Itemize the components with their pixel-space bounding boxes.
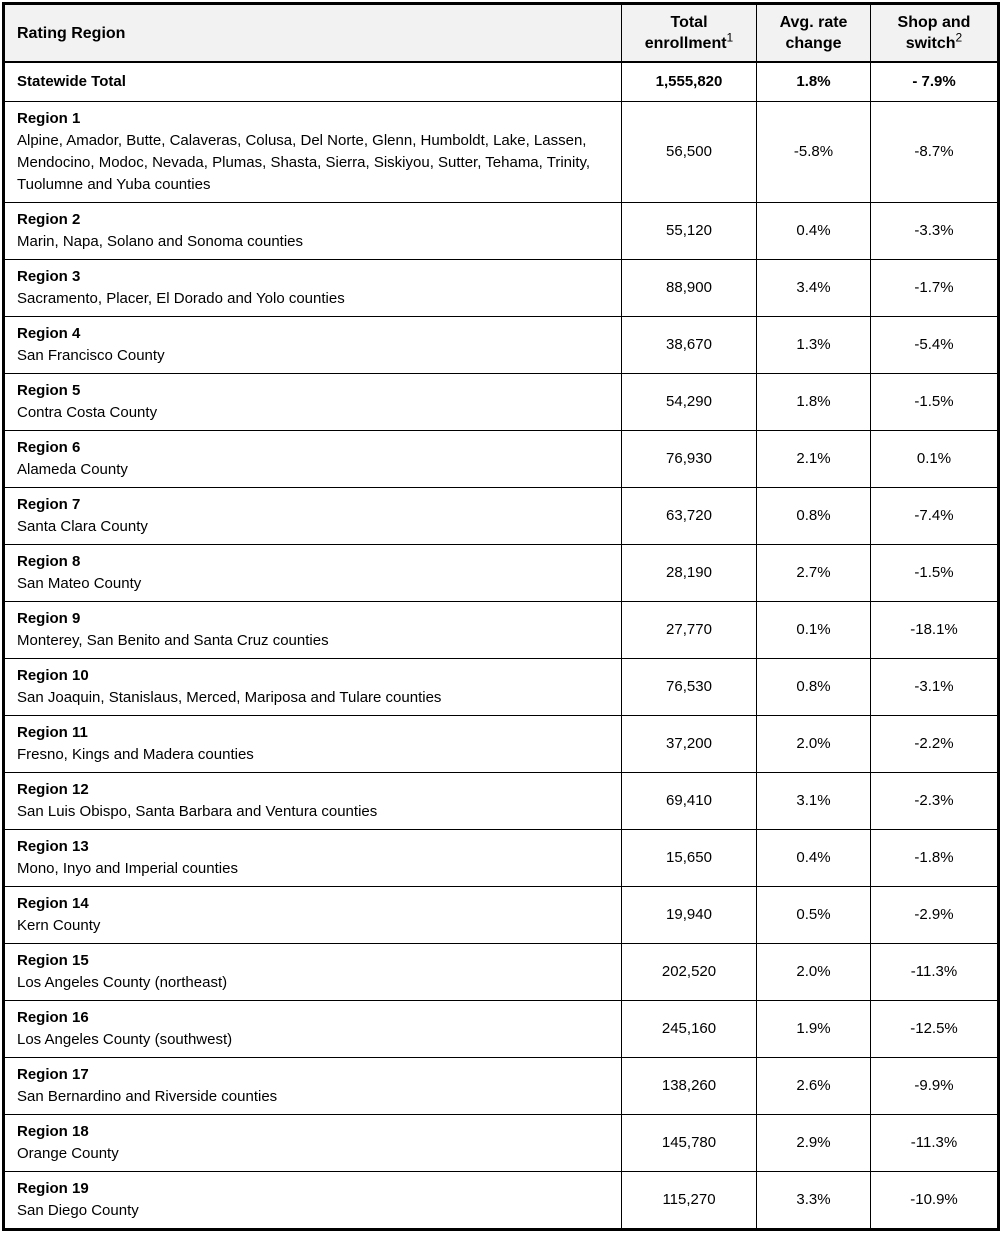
region-cell bbox=[4, 944, 622, 1001]
rate-change-value: 1.8% bbox=[757, 62, 871, 102]
enrollment-value: 115,270 bbox=[622, 1172, 757, 1230]
region-counties: San Luis Obispo, Santa Barbara and Ventura counties bbox=[17, 803, 378, 820]
table-row bbox=[4, 716, 999, 773]
rate-change-value: 1.9% bbox=[757, 1001, 871, 1058]
enrollment-value: 202,520 bbox=[622, 944, 757, 1001]
rate-change-value: 0.8% bbox=[757, 488, 871, 545]
region-name: Region 9 bbox=[17, 610, 81, 627]
table-row bbox=[4, 317, 999, 374]
region-counties: Alameda County bbox=[17, 461, 128, 478]
shop-switch-value: -3.3% bbox=[871, 203, 999, 260]
enrollment-value: 63,720 bbox=[622, 488, 757, 545]
shop-switch-value: -2.3% bbox=[871, 773, 999, 830]
region-name: Region 11 bbox=[17, 724, 88, 741]
col-header-shop-and-switch-label: Shop and switch bbox=[897, 14, 971, 52]
shop-switch-value: -1.5% bbox=[871, 374, 999, 431]
region-counties: San Joaquin, Stanislaus, Merced, Mariposa and Tulare counties bbox=[17, 689, 442, 706]
region-counties: Fresno, Kings and Madera counties bbox=[17, 746, 254, 763]
region-counties: San Mateo County bbox=[17, 575, 142, 592]
region-counties: Alpine, Amador, Butte, Calaveras, Colusa, Del Norte, Glenn, Humboldt, Lake, Lassen, Mendocino, Modoc, Nevada, Plumas, Shasta, Sierra, Siskiyou, Sutter, Tehama, Trinity, Tuolumne and Yuba counties bbox=[17, 132, 591, 193]
col-header-rating-region-label: Rating Region bbox=[17, 24, 126, 42]
enrollment-value: 37,200 bbox=[622, 716, 757, 773]
region-name: Region 18 bbox=[17, 1123, 89, 1140]
enrollment-value: 28,190 bbox=[622, 545, 757, 602]
shop-switch-value: 0.1% bbox=[871, 431, 999, 488]
table-row bbox=[4, 830, 999, 887]
region-cell bbox=[4, 602, 622, 659]
shop-switch-value: -9.9% bbox=[871, 1058, 999, 1115]
region-name: Region 8 bbox=[17, 553, 81, 570]
col-header-shop-and-switch-footnote: 2 bbox=[955, 30, 963, 45]
rate-change-value: 2.9% bbox=[757, 1115, 871, 1172]
shop-switch-value: -11.3% bbox=[871, 1115, 999, 1172]
region-name: Region 3 bbox=[17, 268, 81, 285]
region-name: Region 16 bbox=[17, 1009, 89, 1026]
col-header-avg-rate-change bbox=[757, 4, 871, 63]
table-row bbox=[4, 488, 999, 545]
rate-change-value: 0.5% bbox=[757, 887, 871, 944]
enrollment-value: 138,260 bbox=[622, 1058, 757, 1115]
enrollment-value: 145,780 bbox=[622, 1115, 757, 1172]
region-counties: Santa Clara County bbox=[17, 518, 148, 535]
region-counties: Orange County bbox=[17, 1145, 119, 1162]
table-row bbox=[4, 887, 999, 944]
rate-change-value: 2.6% bbox=[757, 1058, 871, 1115]
shop-switch-value: -1.8% bbox=[871, 830, 999, 887]
col-header-shop-and-switch bbox=[871, 4, 999, 63]
region-cell bbox=[4, 1058, 622, 1115]
region-counties: Contra Costa County bbox=[17, 404, 158, 421]
region-counties: Marin, Napa, Solano and Sonoma counties bbox=[17, 233, 304, 250]
enrollment-value: 1,555,820 bbox=[622, 62, 757, 102]
region-counties: San Bernardino and Riverside counties bbox=[17, 1088, 278, 1105]
region-name: Region 19 bbox=[17, 1180, 89, 1197]
rate-change-value: -5.8% bbox=[757, 102, 871, 203]
table-row bbox=[4, 773, 999, 830]
table-row bbox=[4, 1172, 999, 1230]
enrollment-value: 76,930 bbox=[622, 431, 757, 488]
table-row bbox=[4, 602, 999, 659]
region-cell bbox=[4, 431, 622, 488]
region-name: Statewide Total bbox=[17, 73, 126, 90]
shop-switch-value: - 7.9% bbox=[871, 62, 999, 102]
table-row bbox=[4, 102, 999, 203]
region-name: Region 1 bbox=[17, 110, 81, 127]
shop-switch-value: -2.2% bbox=[871, 716, 999, 773]
region-cell bbox=[4, 659, 622, 716]
shop-switch-value: -8.7% bbox=[871, 102, 999, 203]
shop-switch-value: -12.5% bbox=[871, 1001, 999, 1058]
region-counties: Sacramento, Placer, El Dorado and Yolo counties bbox=[17, 290, 345, 307]
table-body bbox=[4, 62, 999, 1230]
table-row bbox=[4, 659, 999, 716]
region-cell bbox=[4, 1115, 622, 1172]
rate-change-value: 1.8% bbox=[757, 374, 871, 431]
table-row bbox=[4, 62, 999, 102]
region-name: Region 17 bbox=[17, 1066, 89, 1083]
region-cell bbox=[4, 102, 622, 203]
region-cell bbox=[4, 260, 622, 317]
region-cell bbox=[4, 62, 622, 102]
region-counties: Los Angeles County (northeast) bbox=[17, 974, 228, 991]
region-name: Region 7 bbox=[17, 496, 81, 513]
region-counties: Kern County bbox=[17, 917, 101, 934]
rate-change-value: 0.1% bbox=[757, 602, 871, 659]
rate-change-value: 3.3% bbox=[757, 1172, 871, 1230]
region-counties: Los Angeles County (southwest) bbox=[17, 1031, 233, 1048]
region-name: Region 14 bbox=[17, 895, 89, 912]
region-counties: Monterey, San Benito and Santa Cruz counties bbox=[17, 632, 329, 649]
region-name: Region 4 bbox=[17, 325, 81, 342]
table-row bbox=[4, 203, 999, 260]
rate-change-value: 0.8% bbox=[757, 659, 871, 716]
region-name: Region 2 bbox=[17, 211, 81, 228]
region-cell bbox=[4, 1172, 622, 1230]
region-name: Region 13 bbox=[17, 838, 89, 855]
table-row bbox=[4, 545, 999, 602]
region-counties: San Francisco County bbox=[17, 347, 165, 364]
table-row bbox=[4, 1001, 999, 1058]
shop-switch-value: -7.4% bbox=[871, 488, 999, 545]
enrollment-value: 15,650 bbox=[622, 830, 757, 887]
enrollment-value: 54,290 bbox=[622, 374, 757, 431]
region-cell bbox=[4, 1001, 622, 1058]
region-counties: San Diego County bbox=[17, 1202, 139, 1219]
enrollment-value: 56,500 bbox=[622, 102, 757, 203]
region-cell bbox=[4, 488, 622, 545]
enrollment-value: 69,410 bbox=[622, 773, 757, 830]
region-name: Region 5 bbox=[17, 382, 81, 399]
rate-change-value: 1.3% bbox=[757, 317, 871, 374]
shop-switch-value: -18.1% bbox=[871, 602, 999, 659]
shop-switch-value: -10.9% bbox=[871, 1172, 999, 1230]
rate-change-value: 2.0% bbox=[757, 716, 871, 773]
region-name: Region 15 bbox=[17, 952, 89, 969]
rating-region-table bbox=[2, 2, 1000, 1231]
table-row bbox=[4, 374, 999, 431]
shop-switch-value: -2.9% bbox=[871, 887, 999, 944]
rate-change-value: 2.1% bbox=[757, 431, 871, 488]
enrollment-value: 55,120 bbox=[622, 203, 757, 260]
shop-switch-value: -11.3% bbox=[871, 944, 999, 1001]
enrollment-value: 38,670 bbox=[622, 317, 757, 374]
region-name: Region 6 bbox=[17, 439, 81, 456]
shop-switch-value: -1.7% bbox=[871, 260, 999, 317]
region-cell bbox=[4, 773, 622, 830]
enrollment-value: 88,900 bbox=[622, 260, 757, 317]
shop-switch-value: -5.4% bbox=[871, 317, 999, 374]
region-name: Region 12 bbox=[17, 781, 89, 798]
rate-change-value: 3.1% bbox=[757, 773, 871, 830]
col-header-total-enrollment-label: Total enrollment bbox=[644, 14, 727, 52]
table-row bbox=[4, 1058, 999, 1115]
region-cell bbox=[4, 830, 622, 887]
table-row bbox=[4, 260, 999, 317]
enrollment-value: 245,160 bbox=[622, 1001, 757, 1058]
table-row bbox=[4, 1115, 999, 1172]
col-header-rating-region bbox=[4, 4, 622, 63]
rate-change-value: 0.4% bbox=[757, 830, 871, 887]
enrollment-value: 27,770 bbox=[622, 602, 757, 659]
region-counties: Mono, Inyo and Imperial counties bbox=[17, 860, 238, 877]
table-row bbox=[4, 944, 999, 1001]
enrollment-value: 76,530 bbox=[622, 659, 757, 716]
table-row bbox=[4, 431, 999, 488]
region-cell bbox=[4, 716, 622, 773]
rate-change-value: 2.0% bbox=[757, 944, 871, 1001]
col-header-total-enrollment-footnote: 1 bbox=[726, 30, 734, 45]
region-cell bbox=[4, 203, 622, 260]
shop-switch-value: -1.5% bbox=[871, 545, 999, 602]
rate-change-value: 2.7% bbox=[757, 545, 871, 602]
col-header-total-enrollment bbox=[622, 4, 757, 63]
col-header-avg-rate-change-label: Avg. rate change bbox=[779, 14, 848, 52]
region-cell bbox=[4, 374, 622, 431]
region-cell bbox=[4, 545, 622, 602]
rate-change-value: 0.4% bbox=[757, 203, 871, 260]
region-cell bbox=[4, 887, 622, 944]
region-name: Region 10 bbox=[17, 667, 89, 684]
shop-switch-value: -3.1% bbox=[871, 659, 999, 716]
region-cell bbox=[4, 317, 622, 374]
header-row bbox=[4, 4, 999, 63]
rate-change-value: 3.4% bbox=[757, 260, 871, 317]
enrollment-value: 19,940 bbox=[622, 887, 757, 944]
